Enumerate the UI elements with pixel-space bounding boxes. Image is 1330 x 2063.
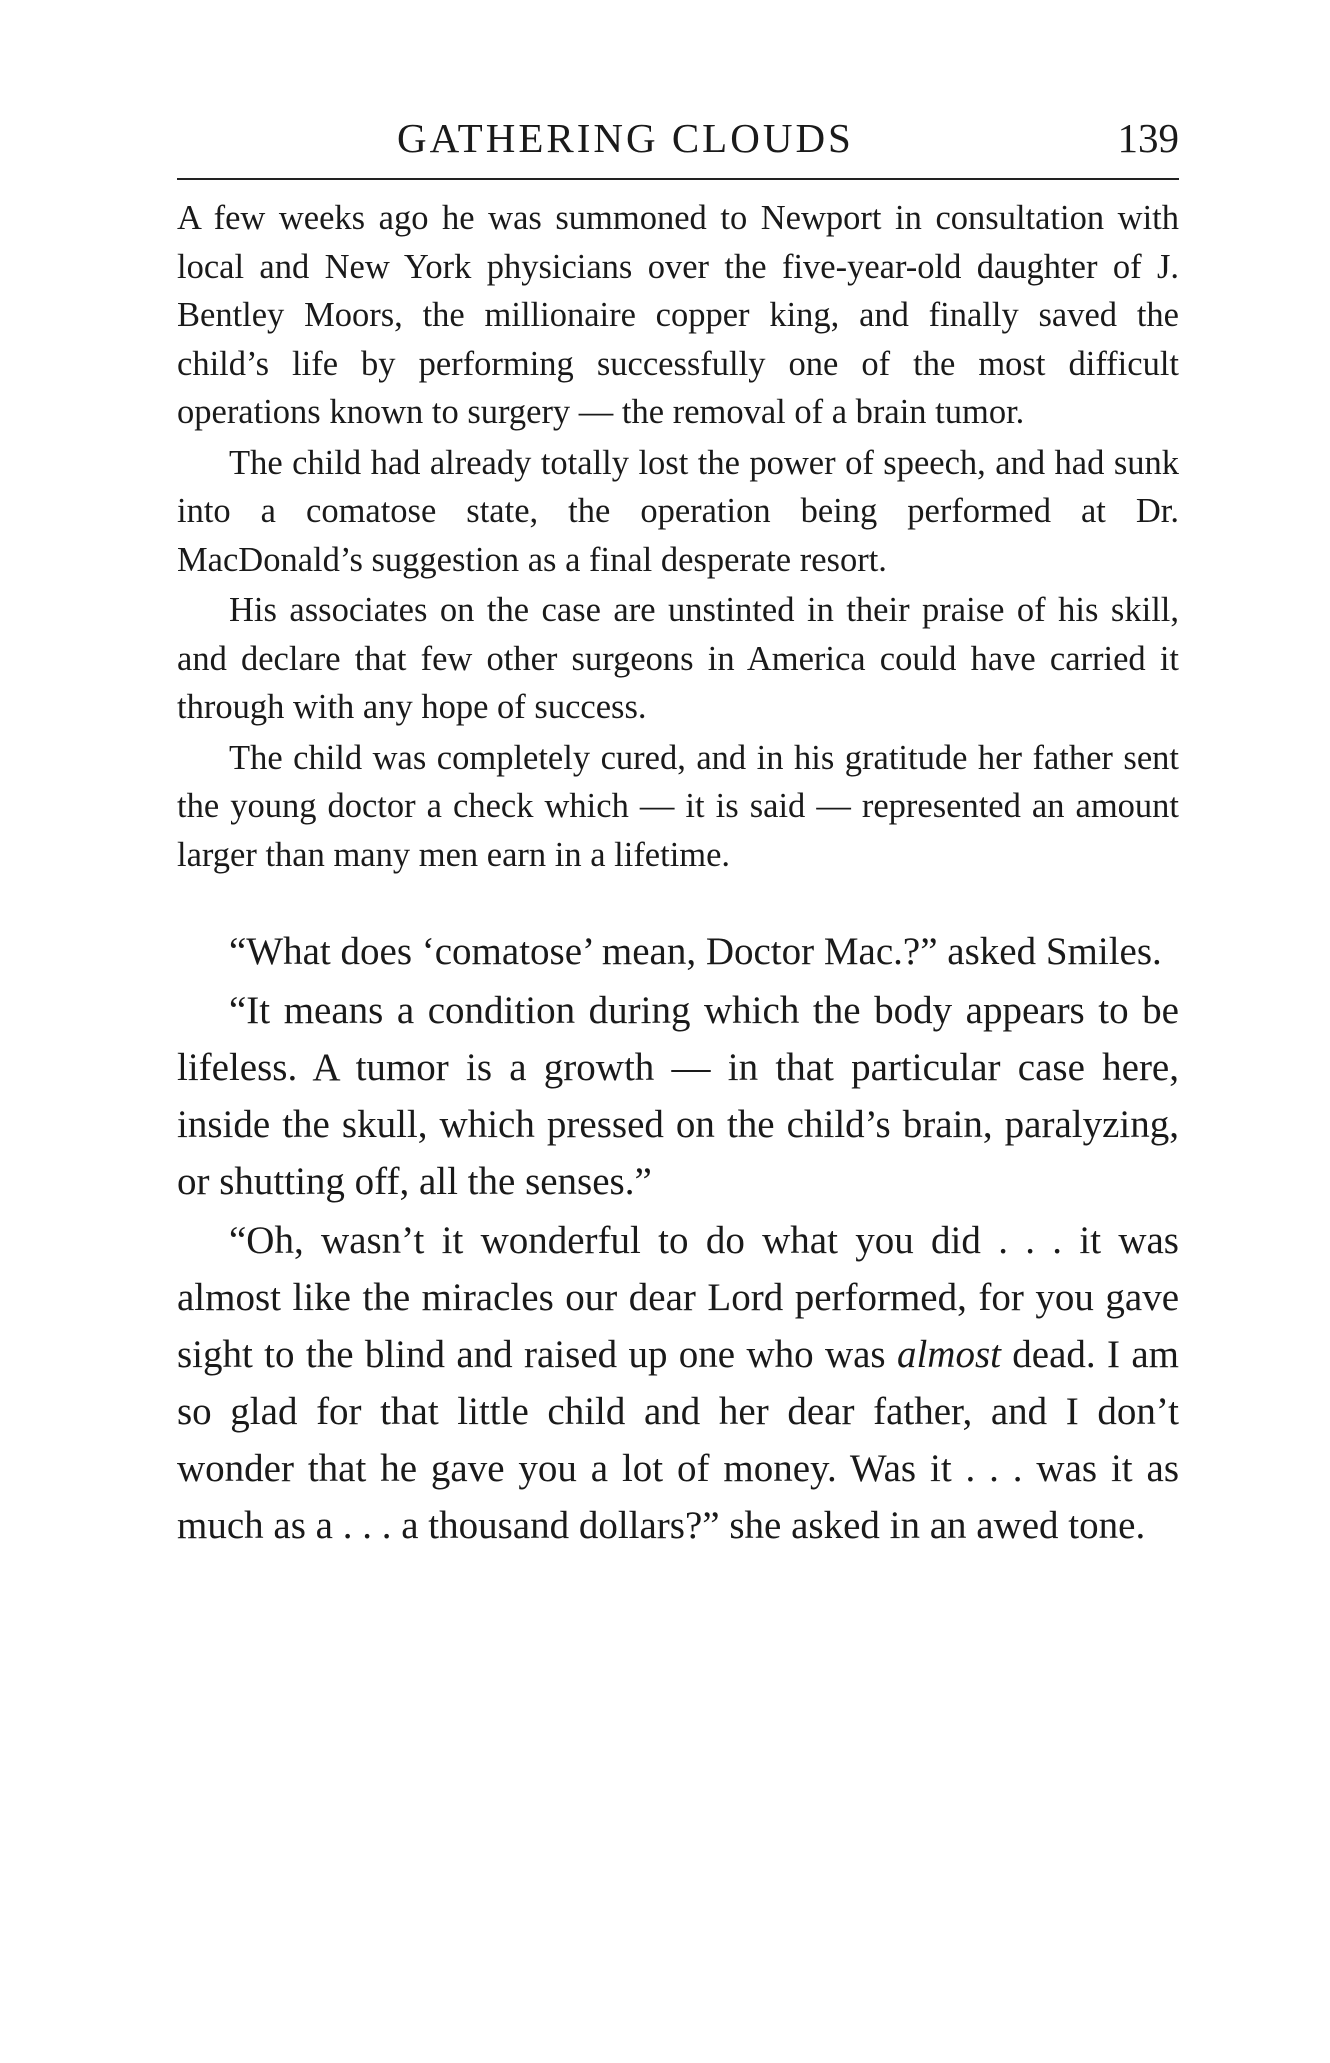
dialogue-paragraph-3 [177, 1212, 1179, 1554]
book-page [177, 110, 1179, 1554]
excerpt-paragraph-2: The child had already totally lost the power of speech, and had sunk into a comatose state, the operation being performed at Dr. MacDonald’s suggestion as a final desperate resort. [177, 443, 1179, 579]
excerpt-paragraph-1: A few weeks ago he was summoned to Newport in consultation with local and New York physicians over the five-year-old daughter of J. Bentley Moors, the millionaire copper king, and finally saved the child’s life by performing successfully one of the most difficult operations known to surgery — the removal of a brain tumor. [177, 199, 1179, 431]
excerpt-paragraph-4: The child was completely cured, and in his gratitude her father sent the young doctor a check which — it is said — represented an amount larger than many men earn in a lifetime. [177, 738, 1179, 874]
dialogue-section [177, 923, 1179, 1554]
running-head [177, 110, 1179, 166]
excerpt-paragraph-3: His associates on the case are unstinted in their praise of his skill, and declare that few other surgeons in America could have carried it through with any hope of success. [177, 591, 1179, 726]
header-rule [177, 178, 1179, 180]
italic-emphasis: almost [896, 1333, 1001, 1376]
running-title: GATHERING CLOUDS [397, 115, 854, 161]
newspaper-excerpt [177, 194, 1179, 879]
dialogue-text-before: “Oh, wasn’t it wonderful to do what you did . . . it was almost like the miracles our dear Lord performed, for you gave sight to the blind and raised up one who was [177, 1219, 1179, 1376]
dialogue-paragraph-2: “It means a condition during which the body appears to be lifeless. A tumor is a growth — in that particular case here, inside the skull, which pressed on the child’s brain, paralyzing, or shutting off, all the senses.” [177, 989, 1179, 1203]
dialogue-text-after: dead. I am so glad for that little child and her dear father, and I don’t wonder that he gave you a lot of money. Was it . . . was it as much as a . . . a thousand dollars?” she asked in an awed tone. [177, 1333, 1179, 1547]
dialogue-paragraph-1: “What does ‘comatose’ mean, Doctor Mac.?” asked Smiles. [229, 930, 1162, 973]
page-number: 139 [1117, 115, 1179, 161]
